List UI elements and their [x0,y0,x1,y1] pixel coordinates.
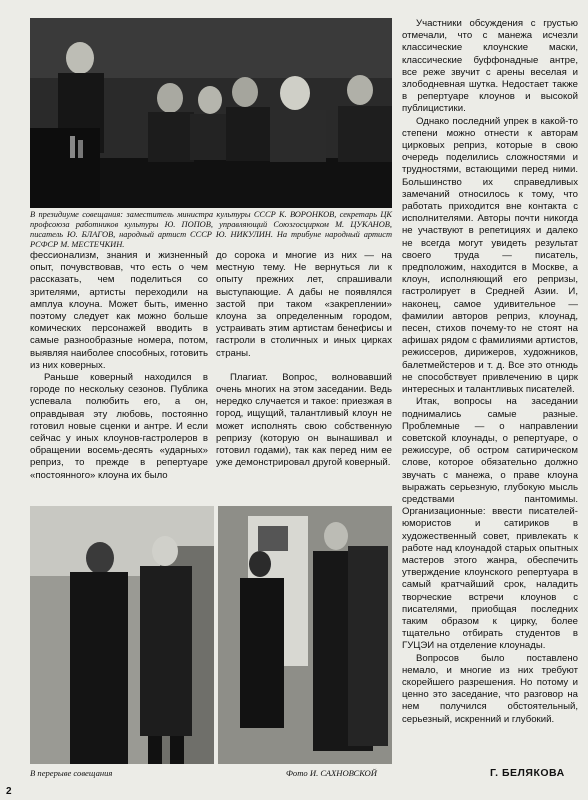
photo-break-left [30,506,214,764]
paragraph: фессионализм, знания и жизненный опыт, почувствовав, что есть о чем рассказать, чем поделиться со зрителями, артисты переходили на амплуа клоуна. Может быть, именно поэтому следует как можно больше комических персонажей вводить в самые разнообразные номера, потом, выявляя наиболее способных, готовить из них коверных. [30,250,208,371]
paragraph: Раньше коверный находился в городе по нескольку сезонов. Публика успевала полюбить его, а он, оправдывая эту любовь, постоянно готовил новые сценки и антре. И если сейчас у иных клоунов-гастролеров в обращении восемь-десять «ударных» реприз, то прежде в репертуаре «постоянного» клоуна их было [30,372,208,481]
paragraph: до сорока и многие из них — на местную тему. Не вернуться ли к опыту прежних лет, спрашивали выступающие. А дабы не появлялся застой при таком «закреплении» клоуна за определенным городом, устраивать этим артистам бенефисы и гастроли в столичных и иных цирках страны. [216,250,392,359]
paragraph: Итак, вопросы на заседании поднимались самые разные. Проблемные — о направлении советской клоунады, о репертуаре, о режиссуре, об остром сатирическом слове, которое обязательно должно звучать с манежа, о праве клоуна выражать серьезную, глубокую мысль средствами пантомимы. Организационные: ввести писателей-юмористов и сатириков в художественный совет, привлекать к работе над клоунадой старых опытных мастеров этого жанра, обеспечить утверждение клоунского репертуара в самый кратчайший срок, наладить творческие встречи клоунов с писателями, приобщая последних таким образом к цирку, более тщательно отбирать студентов в ГУЦЭИ на отделение клоунады. [402,396,578,652]
author-signature: Г. БЕЛЯКОВА [490,767,565,779]
right-column [402,18,578,726]
middle-column [216,250,392,469]
paragraph: Вопросов было поставлено немало, и многие из них требуют скорейшего разрешения. Но потому и ценно это заседание, что разговор на нем получился обстоятельный, серьезный, искренний и глубокий. [402,652,578,725]
photo-break-right [218,506,392,764]
paragraph: Участники обсуждения с грустью отмечали, что с манежа исчезли классические клоунские маски, классические буффонадные антре, все реже звучит с арены веселая и злободневная шутка. Недостает также в репертуаре клоунов и высокой публицистики. [402,18,578,115]
paragraph: Плагиат. Вопрос, волновавший очень многих на этом заседании. Ведь нередко случается и такое: приезжая в город, ищущий, талантливый клоун не может исполнять свою собственную репризу (которую он вынашивал и готовил годами), так как перед ним ее уже демонстрировал другой коверный. [216,371,392,469]
paragraph: Однако последний упрек в какой-то степени можно отнести к авторам цирковых реприз, которые в свою очередь поделились сложностями и трудностями, встающими перед ними. Большинство их справедливых замечаний относилось к тому, что работать приходится вне контакта с исполнителями. Авторы почти никогда не участвуют в репетициях и далеко не всегда могут увидеть результат своего труда — писатель, предположим, находится в Москве, а клоун, исполняющий его репризы, гастролирует в Средней Азии. И, наконец, самое удивительное — фамилии авторов реприз, клоунад, песен, стихов почему-то не стоят на афишах рядом с фамилиями артистов, режиссеров, дирижеров, художников, балетмейстеров и т. д. Все это отнюдь не способствует привлечению в цирк интересных и талантливых писателей. [402,115,578,396]
photo-presidium [30,18,392,208]
photo-presidium-caption: В президиуме совещания: заместитель министра культуры СССР К. ВОРОНКОВ, секретарь ЦК профсоюза работников культуры Ю. ПОПОВ, управляющий Союзгосцирком М. ЦУКАНОВ, писатель Ю. БЛАГОВ, народный артист СССР Ю. НИКУЛИН. На трибуне народный артист РСФСР М. МЕСТЕЧКИН. [30,210,392,249]
photo-break-caption: В перерыве совещания [30,768,113,778]
page-number: 2 [6,786,12,797]
left-column [30,250,208,482]
photo-credit: Фото И. САХНОВСКОЙ [286,768,377,778]
